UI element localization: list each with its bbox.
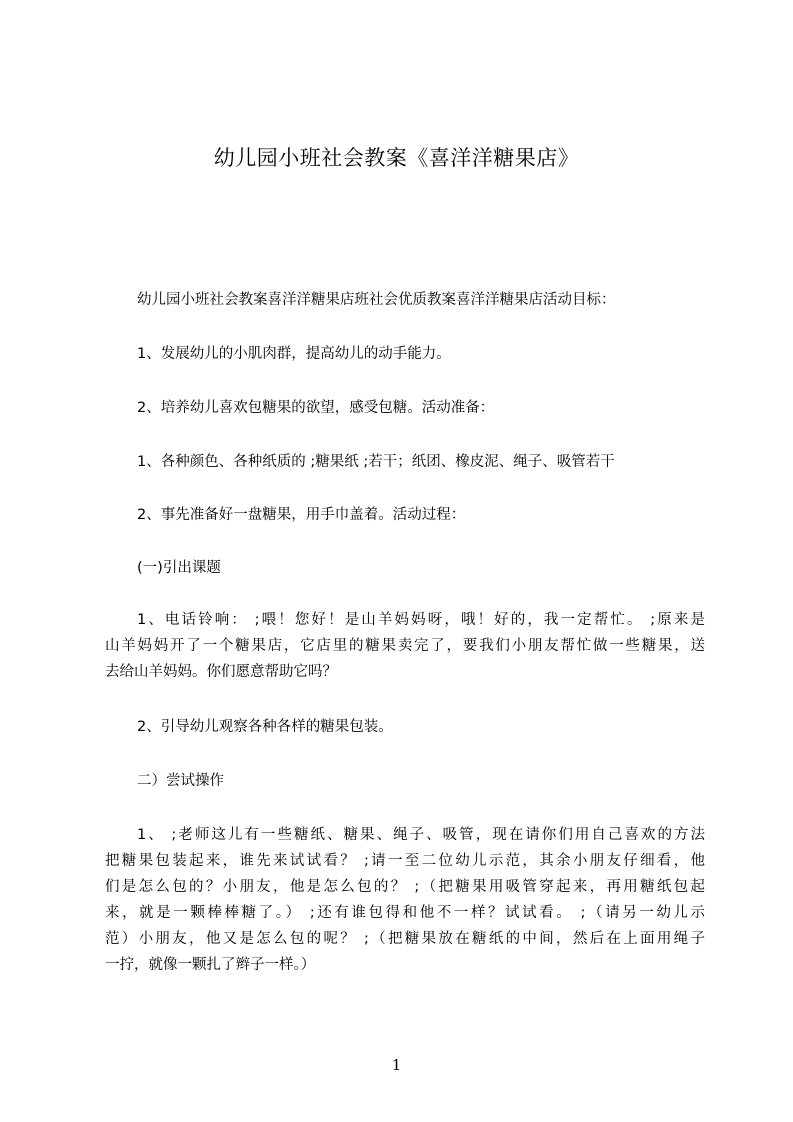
- text-line: 去给山羊妈妈。你们愿意帮助它吗？: [105, 664, 337, 680]
- text-line: 一拧，就像一颗扎了辫子一样。）: [105, 957, 316, 973]
- text-line: 来，就是一颗棒棒糖了。） ;还有谁包得和他不一样？试试看。 ;（请另一幼儿示: [105, 905, 705, 921]
- text-line: 范）小朋友，他又是怎么包的呢？ ;（把糖果放在糖纸的中间，然后在上面用绳子: [105, 931, 705, 947]
- text-line: 1、 ;老师这儿有一些糖纸、糖果、绳子、吸管，现在请你们用自己喜欢的方法: [137, 827, 705, 843]
- paragraph-objective-1: 1、发展幼儿的小肌肉群，提高幼儿的动手能力。: [137, 346, 451, 362]
- paragraph-observe-packaging: 2、引导幼儿观察各种各样的糖果包装。: [137, 719, 393, 735]
- text-line: 们是怎么包的？小朋友，他是怎么包的？ ;（把糖果用吸管穿起来，再用糖纸包起: [105, 879, 705, 895]
- section-heading-introduce-topic: (一)引出课题: [137, 560, 221, 576]
- section-heading-try-operation: 二）尝试操作: [137, 773, 224, 789]
- page-number: 1: [391, 1056, 402, 1074]
- paragraph-phone-ring: [105, 610, 705, 688]
- text-line: 把糖果包装起来，谁先来试试看？ ;请一至二位幼儿示范，其余小朋友仔细看，他: [105, 853, 705, 869]
- text-line: 山羊妈妈开了一个糖果店，它店里的糖果卖完了，要我们小朋友帮忙做一些糖果，送: [105, 638, 705, 654]
- text-line: 1、电话铃响： ;喂！您好！是山羊妈妈呀，哦！好的，我一定帮忙。 ;原来是: [137, 612, 705, 628]
- paragraph-intro-objectives: 幼儿园小班社会教案喜洋洋糖果店班社会优质教案喜洋洋糖果店活动目标：: [137, 292, 616, 308]
- paragraph-preparation-2: 2、事先准备好一盘糖果，用手巾盖着。活动过程：: [137, 507, 466, 523]
- document-title: 幼儿园小班社会教案《喜洋洋糖果店》: [213, 146, 580, 170]
- paragraph-preparation-1: 1、各种颜色、各种纸质的 ;糖果纸 ;若干；纸团、橡皮泥、绳子、吸管若干: [137, 454, 615, 470]
- paragraph-try-operation: [105, 825, 705, 981]
- paragraph-objective-2: 2、培养幼儿喜欢包糖果的欲望，感受包糖。活动准备：: [137, 400, 495, 416]
